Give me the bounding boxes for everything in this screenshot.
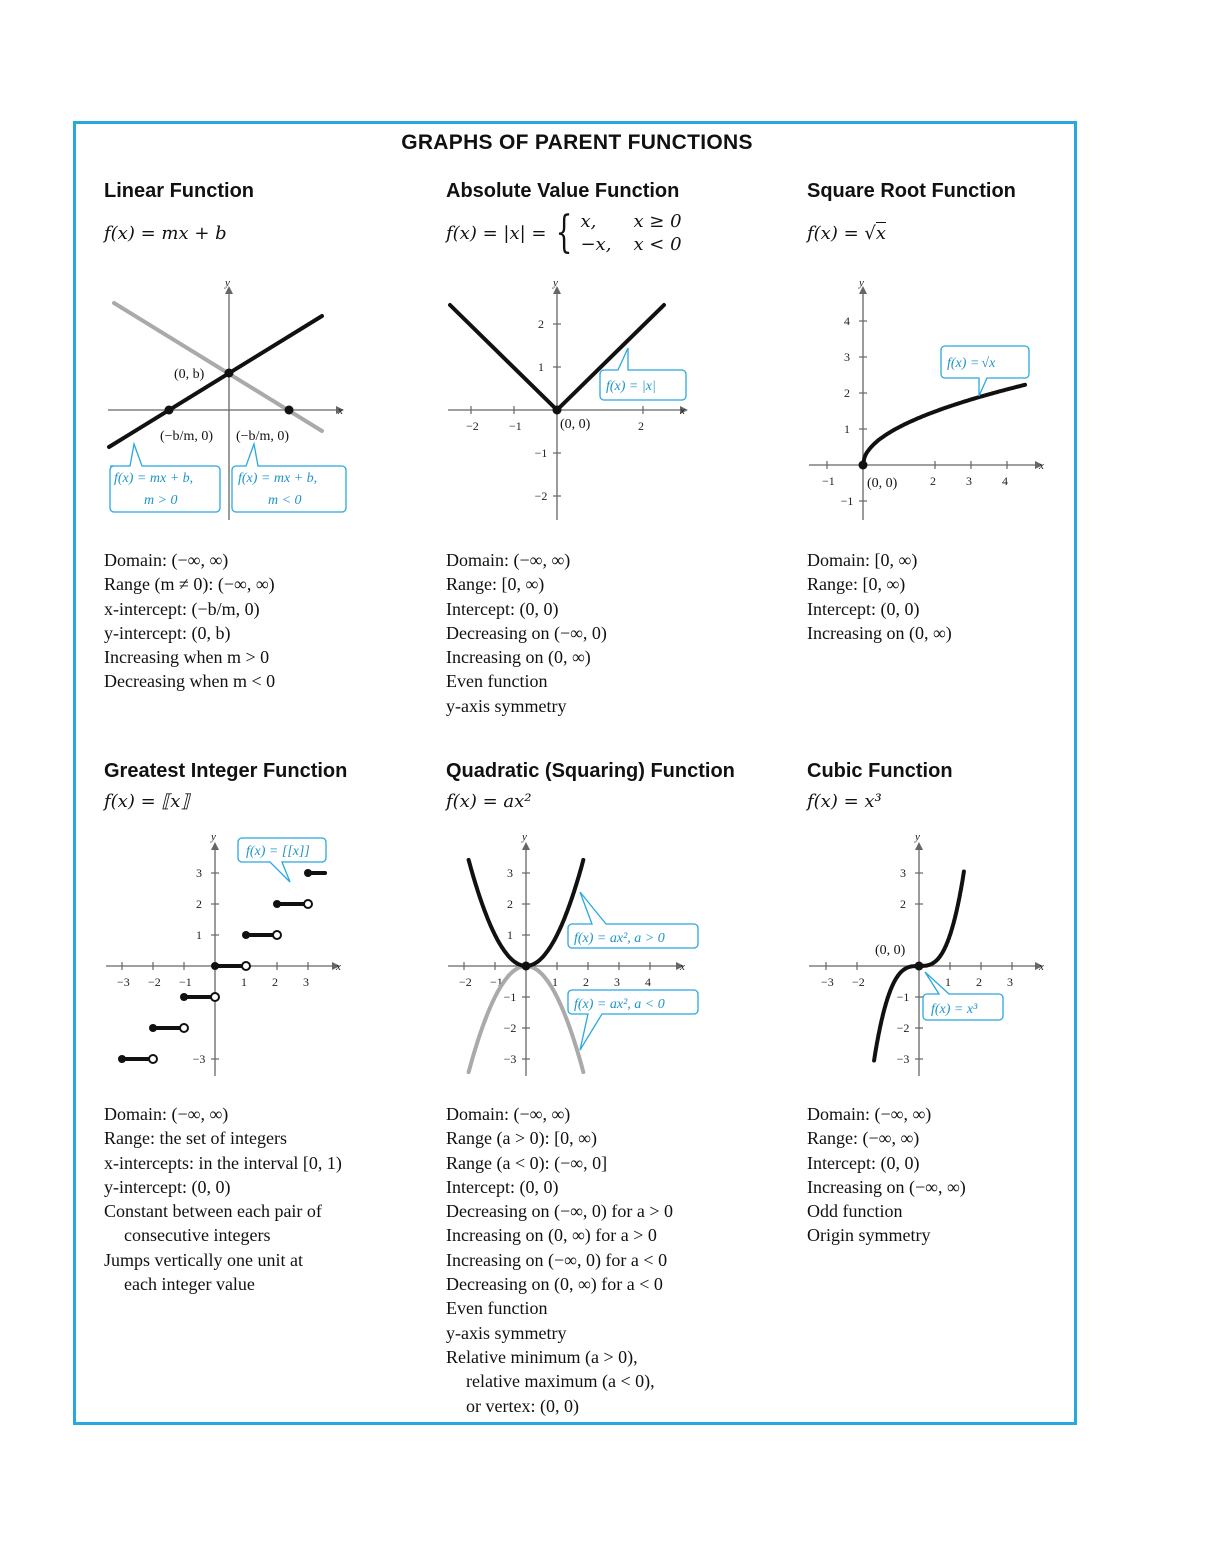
greatest-prop-constant-cont: consecutive integers: [124, 1225, 271, 1246]
cubic-formula: [807, 791, 953, 812]
quadratic-formula-text: f(x) = ax²: [446, 791, 532, 812]
quadratic-prop-vertex: or vertex: (0, 0): [466, 1395, 579, 1416]
x-tick-label: −2: [148, 975, 161, 989]
linear-point-xint-pos: [165, 406, 174, 415]
y-tick-label: 2: [900, 897, 906, 911]
x-tick-label: −1: [822, 474, 835, 488]
sqrt-ticks: [822, 314, 1008, 508]
linear-label-0b: (0, b): [174, 367, 205, 382]
linear-heading: Linear Function: [104, 180, 254, 202]
y-tick-label: 4: [844, 314, 850, 328]
greatest-prop-xint: x-intercepts: in the interval [0, 1): [104, 1152, 342, 1173]
linear-callout-neg-line1: f(x) = mx + b,: [238, 471, 318, 486]
cubic-prop-odd: Odd function: [807, 1201, 903, 1222]
sqrt-callout-radical: √: [981, 356, 990, 371]
y-tick-label: 3: [196, 866, 202, 880]
cubic-formula-text: f(x) = x³: [807, 791, 882, 812]
x-tick-label: 2: [272, 975, 278, 989]
absolute-case1-condition: x ≥ 0: [633, 211, 682, 232]
linear-prop-yint: y-intercept: (0, b): [104, 622, 231, 643]
absolute-x-label: x: [680, 405, 685, 417]
absolute-formula-left: f(x) = |x| =: [446, 222, 547, 244]
x-tick-label: −2: [852, 975, 865, 989]
greatest-prop-yint: y-intercept: (0, 0): [104, 1176, 231, 1197]
cubic-prop-domain: Domain: (−∞, ∞): [807, 1104, 932, 1124]
step-closed-dot: [242, 931, 250, 939]
x-tick-label: −2: [466, 419, 479, 433]
x-tick-label: −1: [179, 975, 192, 989]
step-open-dot: [242, 962, 250, 970]
cubic-prop-intercept: Intercept: (0, 0): [807, 1152, 920, 1173]
sqrt-callout-left: f(x) =: [947, 356, 980, 371]
absolute-prop-domain: Domain: (−∞, ∞): [446, 550, 571, 570]
x-tick-label: 3: [614, 975, 620, 989]
linear-prop-increasing: Increasing when m > 0: [104, 647, 270, 668]
sqrt-prop-intercept: Intercept: (0, 0): [807, 598, 920, 619]
absolute-prop-intercept: Intercept: (0, 0): [446, 598, 559, 619]
sqrt-formula-left: f(x) =: [807, 223, 859, 244]
absolute-section: [446, 180, 682, 258]
greatest-callout-text: f(x) = [[x]]: [246, 844, 310, 859]
cubic-prop-symmetry: Origin symmetry: [807, 1225, 931, 1246]
sqrt-properties: [807, 548, 952, 645]
x-tick-label: −1: [509, 419, 522, 433]
linear-callout-neg-line2: m < 0: [268, 493, 302, 508]
absolute-prop-increasing: Increasing on (0, ∞): [446, 647, 591, 668]
cubic-section: [807, 760, 953, 812]
quadratic-heading: Quadratic (Squaring) Function: [446, 760, 735, 782]
greatest-y-label: y: [211, 831, 216, 843]
linear-formula-text: f(x) = mx + b: [104, 223, 227, 244]
step-open-dot: [304, 900, 312, 908]
cubic-heading: Cubic Function: [807, 760, 953, 782]
linear-callout-pos-line2: m > 0: [144, 493, 178, 508]
sqrt-prop-increasing: Increasing on (0, ∞): [807, 622, 952, 643]
x-tick-label: 3: [1007, 975, 1013, 989]
linear-properties: [104, 548, 275, 694]
x-tick-label: 2: [638, 419, 644, 433]
greatest-heading: Greatest Integer Function: [104, 760, 348, 782]
absolute-prop-decreasing: Decreasing on (−∞, 0): [446, 622, 607, 643]
absolute-point-origin: [553, 406, 562, 415]
step-closed-dot: [118, 1055, 126, 1063]
quadratic-section: [446, 760, 735, 812]
x-tick-label: 1: [945, 975, 951, 989]
y-tick-label: −3: [503, 1052, 517, 1066]
greatest-prop-jumps-cont: each integer value: [124, 1274, 255, 1295]
y-tick-label: 2: [844, 386, 850, 400]
absolute-brace: {: [556, 207, 573, 258]
absolute-case2-condition: x < 0: [633, 234, 682, 255]
sqrt-point-origin: [859, 461, 868, 470]
x-tick-label: 3: [303, 975, 309, 989]
cubic-label-origin: (0, 0): [875, 943, 906, 958]
linear-label-xint-neg: (−b/m, 0): [236, 429, 289, 444]
quadratic-prop-intercept: Intercept: (0, 0): [446, 1176, 559, 1197]
quadratic-prop-dec-neg: Decreasing on (0, ∞) for a < 0: [446, 1274, 663, 1295]
page-title: GRAPHS OF PARENT FUNCTIONS: [401, 131, 753, 154]
x-tick-label: 4: [1002, 474, 1008, 488]
y-tick-label: −3: [896, 1052, 910, 1066]
y-tick-label: 1: [507, 928, 513, 942]
absolute-graph: [446, 276, 696, 524]
quadratic-prop-domain: Domain: (−∞, ∞): [446, 1104, 571, 1124]
linear-prop-domain: Domain: (−∞, ∞): [104, 550, 229, 570]
absolute-cases: [580, 211, 681, 255]
x-tick-label: −2: [459, 975, 472, 989]
quadratic-prop-range-pos: Range (a > 0): [0, ∞): [446, 1128, 597, 1149]
quadratic-x-label: x: [680, 961, 685, 973]
quadratic-prop-rel-min: Relative minimum (a > 0),: [446, 1346, 638, 1367]
quadratic-callout-pos-text: f(x) = ax², a > 0: [574, 931, 665, 946]
linear-section: [104, 180, 254, 244]
x-tick-label: −1: [490, 975, 503, 989]
cubic-prop-increasing: Increasing on (−∞, ∞): [807, 1176, 966, 1197]
quadratic-prop-rel-max: relative maximum (a < 0),: [466, 1371, 655, 1392]
linear-prop-range: Range (m ≠ 0): (−∞, ∞): [104, 574, 275, 595]
step-open-dot: [273, 931, 281, 939]
x-tick-label: 1: [552, 975, 558, 989]
greatest-x-label: x: [336, 961, 341, 973]
y-tick-label: 2: [538, 317, 544, 331]
absolute-y-label: y: [553, 277, 558, 289]
y-tick-label: −1: [896, 990, 910, 1004]
cubic-properties: [807, 1102, 966, 1248]
cubic-x-label: x: [1039, 961, 1044, 973]
quadratic-prop-even: Even function: [446, 1298, 548, 1319]
cubic-callout-text: f(x) = x³: [931, 1002, 978, 1017]
greatest-y-arrow: [211, 842, 219, 850]
linear-prop-decreasing: Decreasing when m < 0: [104, 671, 276, 692]
sqrt-y-label: y: [859, 277, 864, 289]
absolute-callout-text: f(x) = |x|: [606, 379, 656, 394]
x-tick-label: 4: [645, 975, 651, 989]
y-tick-label: 2: [507, 897, 513, 911]
step-closed-dot: [273, 900, 281, 908]
sqrt-radical-sign: √: [864, 223, 876, 244]
step-closed-dot: [304, 869, 312, 877]
sqrt-section: [807, 180, 1016, 244]
step-closed-dot: [211, 962, 219, 970]
linear-prop-xint: x-intercept: (−b/m, 0): [104, 598, 260, 619]
x-tick-label: −3: [821, 975, 834, 989]
x-tick-label: 2: [930, 474, 936, 488]
y-tick-label: −1: [503, 990, 517, 1004]
sqrt-label-origin: (0, 0): [867, 476, 898, 491]
quadratic-prop-range-neg: Range (a < 0): (−∞, 0]: [446, 1152, 608, 1173]
absolute-formula: [446, 207, 682, 258]
y-tick-label: −2: [534, 489, 548, 503]
quadratic-prop-dec-pos: Decreasing on (−∞, 0) for a > 0: [446, 1201, 674, 1222]
cubic-y-label: y: [915, 831, 920, 843]
x-tick-label: 3: [966, 474, 972, 488]
step-open-dot: [180, 1024, 188, 1032]
cubic-point-origin: [915, 962, 924, 971]
y-tick-label: 1: [196, 928, 202, 942]
quadratic-prop-symmetry: y-axis symmetry: [446, 1322, 567, 1343]
absolute-label-origin: (0, 0): [560, 417, 591, 432]
step-closed-dot: [180, 993, 188, 1001]
x-tick-label: 2: [976, 975, 982, 989]
linear-formula: [104, 223, 254, 244]
x-tick-label: −3: [117, 975, 130, 989]
sqrt-prop-domain: Domain: [0, ∞): [807, 550, 918, 570]
y-tick-label: −3: [192, 1052, 206, 1066]
quadratic-properties: [446, 1102, 673, 1418]
linear-line-positive: [109, 316, 322, 447]
quadratic-callout-neg-text: f(x) = ax², a < 0: [574, 997, 665, 1012]
absolute-prop-symmetry: y-axis symmetry: [446, 695, 567, 716]
y-tick-label: 3: [900, 866, 906, 880]
y-tick-label: 3: [507, 866, 513, 880]
absolute-prop-even: Even function: [446, 671, 548, 692]
sqrt-formula: [807, 223, 1016, 244]
cubic-graph: [807, 830, 1057, 1080]
greatest-prop-jumps: Jumps vertically one unit at: [104, 1249, 303, 1270]
quadratic-point-vertex: [522, 962, 531, 971]
greatest-prop-domain: Domain: (−∞, ∞): [104, 1104, 229, 1124]
sqrt-prop-range: Range: [0, ∞): [807, 574, 906, 595]
linear-point-xint-neg: [285, 406, 294, 415]
quadratic-y-arrow: [522, 842, 530, 850]
absolute-case2-value: −x,: [580, 234, 612, 255]
cubic-prop-range: Range: (−∞, ∞): [807, 1128, 920, 1149]
x-tick-label: 2: [583, 975, 589, 989]
step-open-dot: [149, 1055, 157, 1063]
y-tick-label: 2: [196, 897, 202, 911]
step-open-dot: [211, 993, 219, 1001]
quadratic-prop-inc-neg: Increasing on (−∞, 0) for a < 0: [446, 1249, 668, 1270]
x-tick-label: 1: [241, 975, 247, 989]
sqrt-callout-radicand: x: [989, 356, 996, 371]
absolute-properties: [446, 548, 607, 718]
y-tick-label: −2: [896, 1021, 910, 1035]
sqrt-x-label: x: [1039, 460, 1044, 472]
quadratic-y-label: y: [522, 831, 527, 843]
sqrt-curve: [863, 385, 1025, 465]
y-tick-label: 3: [844, 350, 850, 364]
step-closed-dot: [149, 1024, 157, 1032]
y-tick-label: 1: [538, 360, 544, 374]
sqrt-heading: Square Root Function: [807, 180, 1016, 202]
y-tick-label: −2: [503, 1021, 517, 1035]
absolute-case1-value: x,: [580, 211, 597, 232]
linear-callout-pos-line1: f(x) = mx + b,: [114, 471, 194, 486]
greatest-prop-range: Range: the set of integers: [104, 1128, 287, 1149]
linear-label-xint-pos: (−b/m, 0): [160, 429, 213, 444]
quadratic-graph: [446, 830, 706, 1080]
sqrt-formula-radicand: x: [875, 223, 887, 244]
sqrt-callout-text: [947, 356, 996, 371]
absolute-heading: Absolute Value Function: [446, 180, 680, 202]
cubic-y-arrow: [915, 842, 923, 850]
y-tick-label: −1: [534, 446, 548, 460]
y-tick-label: 1: [844, 422, 850, 436]
absolute-prop-range: Range: [0, ∞): [446, 574, 545, 595]
linear-point-0b: [225, 369, 234, 378]
greatest-formula: [104, 791, 347, 812]
sqrt-graph: [807, 276, 1057, 524]
greatest-prop-constant: Constant between each pair of: [104, 1201, 322, 1222]
greatest-formula-text: f(x) = ⟦x⟧: [104, 791, 190, 812]
quadratic-prop-inc-pos: Increasing on (0, ∞) for a > 0: [446, 1225, 657, 1246]
greatest-graph: [104, 830, 354, 1080]
linear-x-label: x: [338, 405, 343, 417]
greatest-section: [104, 760, 347, 812]
linear-y-label: y: [225, 277, 230, 289]
linear-graph: [104, 276, 354, 524]
y-tick-label: −1: [840, 494, 854, 508]
quadratic-formula: [446, 791, 735, 812]
greatest-properties: [104, 1102, 342, 1296]
